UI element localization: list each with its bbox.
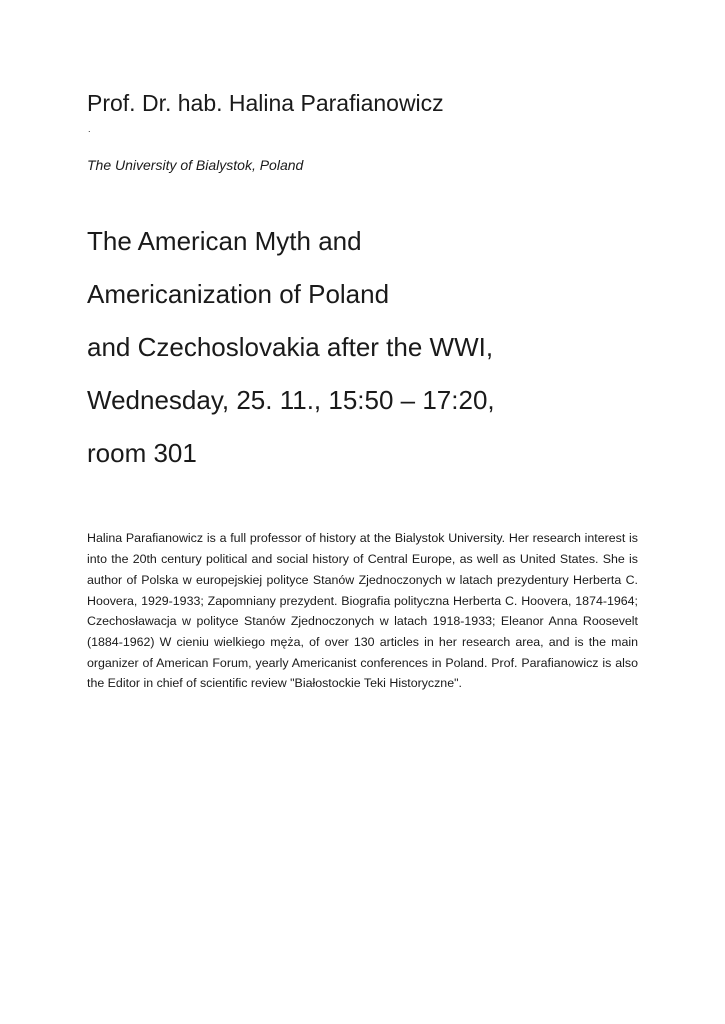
lecture-title-line: and Czechoslovakia after the WWI, (87, 332, 494, 362)
lecture-schedule-line: Wednesday, 25. 11., 15:50 – 17:20, (87, 385, 495, 415)
speaker-bio: Halina Parafianowicz is a full professor of history at the Bialystok University. Her research interest is into the 20th century political and social history of Central Europe, as well as United States. She is author of Polska w europejskiej polityce Stanów Zjednoczonych w latach prezydentury Herberta C. Hoovera, 1929-1933; Zapomniany prezydent. Biografia polityczna Herberta C. Hoovera, 1874-1964; Czechosławacja w polityce Stanów Zjednoczonych w latach 1918-1933; Eleanor Anna Roosevelt (1884-1962) W cieniu wielkiego męża, of over 130 articles in her research area, and is the main organizer of American Forum, yearly Americanist conferences in Poland. Prof. Parafianowicz is also the Editor in chief of scientific review "Białostockie Teki Historyczne". (87, 531, 638, 691)
lecture-title-line: Americanization of Poland (87, 279, 390, 309)
speaker-affiliation: The University of Bialystok, Poland (87, 157, 304, 173)
speaker-name: Prof. Dr. hab. Halina Parafianowicz (87, 90, 444, 116)
separator-dot: . (88, 124, 91, 134)
lecture-room-line: room 301 (87, 438, 197, 468)
lecture-title-line: The American Myth and (87, 226, 362, 256)
lecture-title (87, 221, 647, 486)
